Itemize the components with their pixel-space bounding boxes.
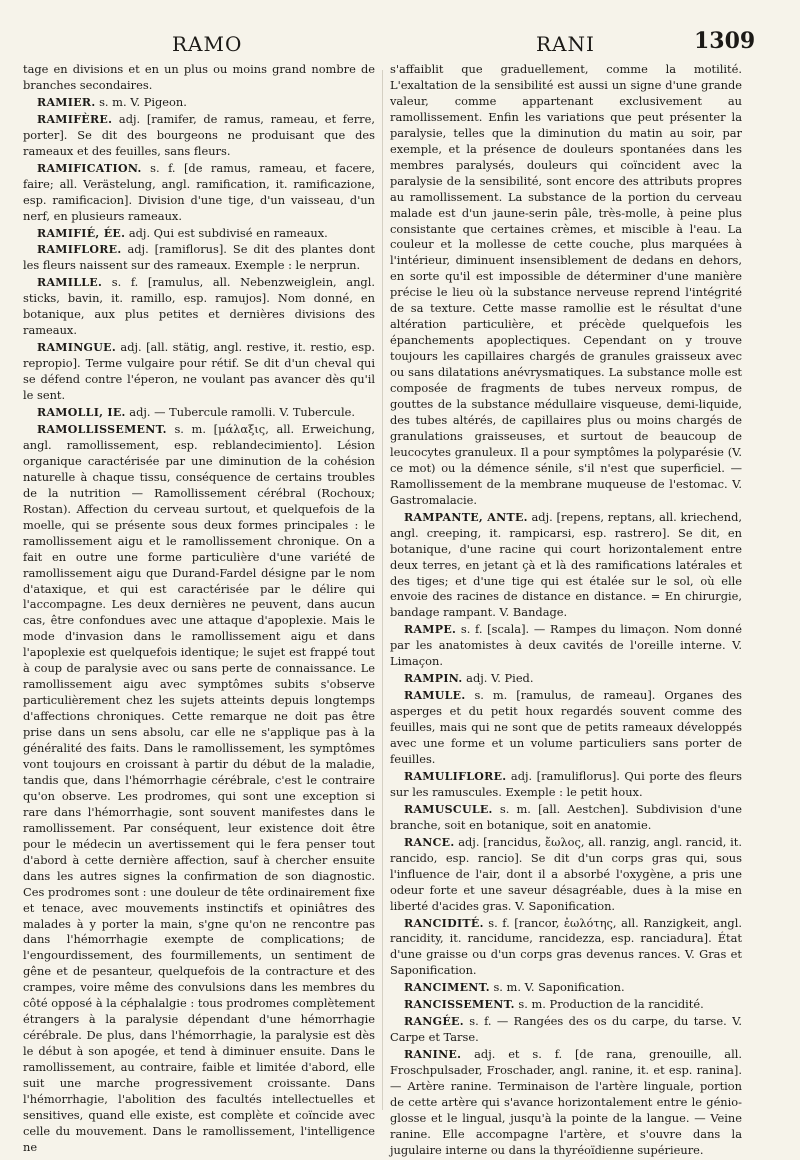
entry-definition: s. f. [de ramus, rameau, et facere, faire; all. Verästelung, angl. ramification, it. ramificazione, esp. ramificacion]. Division d'une tige, d'un vaisseau, d'un nerf, en plusieurs rameaux. xyxy=(23,160,375,223)
entry-definition: s'affaiblit que graduellement, comme la motilité. L'exaltation de la sensibilité est aussi un signe d'une grande valeur, comme appartenant exclusivement au ramollissement. Enfin les variations que peut présenter la paralysie, telles que la diminution du matin au soir, par exemple, et la présence de douleurs spontanées dans les membres paralysés, douleurs qui coïncident avec la paralysie de la sensibilité, sont encore des attributs propres au ramollissement. La substance de la portion du cerveau malade est d'un jaune-serin pâle, très-molle, à peine plus consistante que certaines crèmes, et miscible à l'eau. La couleur et la mollesse de cette couche, plus marquées à l'intérieur, diminuent insensiblement de dedans en dehors, en sorte qu'il est impossible de déterminer d'une manière précise le lieu où la substance nerveuse reprend l'intégrité de sa texture. Cette masse ramollie est le résultat d'une altération particulière, et précède quelquefois les épanchements apoplectiques. Cependant on y trouve toujours les capillaires chargés de granules graisseux avec ou sans dilatations anévrysmatiques. La substance molle est composée de fragments de tubes nerveux rompus, de gouttes de la substance médullaire visqueuse, demi-liquide, des tubes altérés, de capillaires plus ou moins chargés de granulations graisseuses, et surtout de beaucoup de leucocytes granuleux. Il a pour symptômes la polyparésie (V. ce mot) ou la démence sénile, s'il n'est que superficiel. — Ramollissement de la membrane muqueuse de l'estomac. V. Gastromalacie. xyxy=(390,62,742,507)
dictionary-entry xyxy=(390,1047,742,1159)
entry-headword: RAMPANTE, ANTE. xyxy=(404,510,528,524)
entry-definition: s. f. [rancor, ἐωλότης, all. Ranzigkeit, angl. rancidity, it. rancidume, rancidezza, esp. ranciadura]. État d'une graisse ou d'un corps gras devenus rances. V. Gras et Saponification. xyxy=(390,915,742,978)
dictionary-entry xyxy=(23,340,375,404)
entry-headword: RAMOLLISSEMENT. xyxy=(37,422,167,436)
right-column xyxy=(390,62,742,1160)
dictionary-entry xyxy=(390,997,742,1013)
entry-definition: tage en divisions et en un plus ou moins grand nombre de branches secondaires. xyxy=(23,62,375,92)
entry-definition: s. m. V. Saponification. xyxy=(489,980,625,995)
entry-headword: RAMPIN. xyxy=(404,672,463,686)
dictionary-entry xyxy=(23,422,375,1156)
entry-definition: s. f. [ramulus, all. Nebenzweiglein, angl. sticks, bavin, it. ramillo, esp. ramujos]. Nom donné, en botanique, aux plus petites et dernières divisions des rameaux. xyxy=(23,275,375,338)
entry-headword: RANINE. xyxy=(404,1048,462,1062)
entry-headword: RAMIER. xyxy=(37,95,96,109)
entry-definition: adj. V. Pied. xyxy=(462,671,534,686)
dictionary-entry xyxy=(23,62,375,94)
dictionary-entry xyxy=(390,1014,742,1046)
entry-headword: RAMIFÈRE. xyxy=(37,112,113,126)
column-divider xyxy=(382,70,383,1110)
dictionary-entry xyxy=(23,405,375,421)
entry-headword: RAMILLE. xyxy=(37,276,103,290)
dictionary-entry xyxy=(23,226,375,242)
dictionary-entry xyxy=(390,622,742,670)
entry-definition: adj. [repens, reptans, all. kriechend, angl. creeping, it. rampicarsi, esp. rastrero]. Se dit, en botanique, d'une racine qui court horizontalement entre deux terres, en jetant çà et là des ramifications latérales et des tiges; et d'une tige qui est étalée sur le sol, où elle envoie des racines de distance en distance. = En chirurgie, bandage rampant. V. Bandage. xyxy=(390,509,742,620)
dictionary-entry xyxy=(23,161,375,225)
dictionary-entry xyxy=(390,980,742,996)
dictionary-entry xyxy=(390,835,742,915)
entry-headword: RAMULIFLORE. xyxy=(404,769,507,783)
entry-headword: RANCE. xyxy=(404,835,455,849)
entry-headword: RAMUSCULE. xyxy=(404,802,493,816)
entry-headword: RAMIFICATION. xyxy=(37,161,142,175)
entry-headword: RANCISSEMENT. xyxy=(404,998,515,1012)
entry-headword: RAMIFLORE. xyxy=(37,243,122,257)
entry-headword: RAMIFIÉ, ÉE. xyxy=(37,226,126,240)
entry-definition: adj. [ramifer, de ramus, rameau, et ferre, porter]. Se dit des bourgeons ne produisant que des rameaux et des feuilles, sans fleurs. xyxy=(23,111,375,158)
dictionary-entry xyxy=(390,62,742,509)
entry-headword: RAMOLLI, IE. xyxy=(37,406,126,420)
dictionary-entry xyxy=(23,95,375,111)
dictionary-entry xyxy=(23,242,375,274)
entry-definition: adj. [rancidus, ἔωλος, all. ranzig, angl. rancid, it. rancido, esp. rancio]. Se dit d'un corps gras qui, sous l'influence de l'air, dont il a absorbé l'oxygène, a pris une odeur forte et une saveur désagréable, dues à la mise en liberté d'acides gras. V. Saponification. xyxy=(390,834,742,913)
entry-headword: RAMULE. xyxy=(404,689,466,703)
entry-definition: adj. — Tubercule ramolli. V. Tubercule. xyxy=(125,405,355,420)
entry-headword: RANGÉE. xyxy=(404,1015,464,1029)
entry-headword: RANCIDITÉ. xyxy=(404,916,484,930)
dictionary-entry xyxy=(390,688,742,768)
dictionary-entry xyxy=(390,802,742,834)
entry-headword: RANCIMENT. xyxy=(404,981,490,995)
dictionary-entry xyxy=(390,510,742,622)
entry-definition: adj. [ramiflorus]. Se dit des plantes dont les fleurs naissent sur des rameaux. Exemple : le nerprun. xyxy=(23,242,375,273)
entry-definition: adj. et s. f. [de rana, grenouille, all. Froschpulsader, Froschader, angl. ranine, it. et esp. ranina]. — Artère ranine. Terminaison de l'artère linguale, portion de cette artère qui s'avance horizontalement entre le génio-glosse et le lingual, jusqu'à la pointe de la langue. — Veine ranine. Elle accompagne l'artère, et s'ouvre dans la jugulaire interne ou dans la thyréoïdienne supérieure. xyxy=(390,1047,742,1157)
page-number: 1309 xyxy=(694,28,756,54)
dictionary-entry xyxy=(390,769,742,801)
entry-definition: adj. Qui est subdivisé en rameaux. xyxy=(125,225,328,240)
entry-headword: RAMINGUE. xyxy=(37,341,116,355)
dictionary-entry xyxy=(23,112,375,160)
entry-definition: s. m. Production de la rancidité. xyxy=(514,997,704,1012)
entry-definition: s. f. [scala]. — Rampes du limaçon. Nom donné par les anatomistes à deux cavités de l'oreille interne. V. Limaçon. xyxy=(390,622,742,669)
dictionary-entry xyxy=(390,916,742,980)
dictionary-entry xyxy=(23,275,375,339)
entry-headword: RAMPE. xyxy=(404,623,457,637)
entry-definition: s. m. V. Pigeon. xyxy=(95,94,187,109)
entry-definition: s. f. — Rangées des os du carpe, du tarse. V. Carpe et Tarse. xyxy=(390,1014,742,1045)
right-guide-word: RANI xyxy=(536,32,595,56)
entry-definition: adj. [ramuliflorus]. Qui porte des fleurs sur les ramuscules. Exemple : le petit houx. xyxy=(390,768,742,799)
running-head xyxy=(0,28,800,64)
dictionary-entry xyxy=(390,671,742,687)
entry-definition: s. m. [ramulus, de rameau]. Organes des asperges et du petit houx regardés souvent comme des feuilles, mais qui ne sont que de petits rameaux développés avec une forme et un volume particuliers sans porter de feuilles. xyxy=(390,688,742,766)
entry-definition: adj. [all. stätig, angl. restive, it. restio, esp. repropio]. Terme vulgaire pour rétif. Se dit d'un cheval qui se défend contre l'éperon, ne voulant pas avancer dès qu'il le sent. xyxy=(23,340,375,403)
left-column xyxy=(23,62,375,1157)
entry-definition: s. m. [all. Aestchen]. Subdivision d'une branche, soit en botanique, soit en anatomie. xyxy=(390,801,742,832)
entry-definition: s. m. [μάλαξις, all. Erweichung, angl. ramollissement, esp. reblandecimiento]. Lésion organique caractérisée par une diminution de la cohésion naturelle à chaque tissu, conséquence de certains troubles de la nutrition — Ramollissement cérébral (Rochoux; Rostan). Affection du cerveau surtout, et quelquefois de la moelle, qui se présente sous deux formes principales : le ramollissement aigu et le ramollissement chronique. On a fait en outre une forme particulière d'une variété de ramollissement aigu que Durand-Fardel désigne par le nom d'ataxique, et qui est caractérisée par le délire qui l'accompagne. Les deux dernières ne peuvent, dans aucun cas, être confondues avec une attaque d'apoplexie. Mais le mode d'invasion dans le ramollissement aigu et dans l'apoplexie est quelquefois identique; le sujet est frappé tout à coup de paralysie avec ou sans perte de connaissance. Le ramollissement aigu avec symptômes subits s'observe particulièrement chez les sujets atteints depuis longtemps d'affections chroniques. Cette remarque ne doit pas être prise dans un sens absolu, car elle ne s'applique pas à la généralité des faits. Dans le ramollissement, les symptômes vont toujours en croissant à partir du début de la maladie, tandis que, dans l'hémorrhagie cérébrale, c'est le contraire qu'on observe. Les prodromes, qui sont une exception si rare dans l'hémorrhagie, sont souvent manifestes dans le ramollissement. Par conséquent, leur existence doit être pour le médecin un avertissement qui le fera penser tout d'abord à cette dernière affection, sauf à chercher ensuite dans les autres signes la confirmation de son diagnostic. Ces prodromes sont : une douleur de tête ordinairement fixe et tenace, avec mouvements instinctifs et opiniâtres des malades à y porter la main, s'gne qu'on ne rencontre pas dans l'hémorrhagie exempte de complications; de l'engourdissement, des fourmillements, un sentiment de gêne et de pesanteur, quelquefois de la contracture et des crampes, voire même des convulsions dans les membres du côté opposé à la céphalalgie : tous prodromes complètement étrangers à la paralysie dépendant d'une hémorrhagie cérébrale. De plus, dans l'hémorrhagie, la paralysie est dès le début à son apogée, et tend à diminuer ensuite. Dans le ramollissement, au contraire, faible et limitée d'abord, elle suit une marche progressivement croissante. Dans l'hémorrhagie, l'abolition des facultés intellectuelles et sensitives, quand elle existe, est complète et coïncide avec celle du mouvement. Dans le ramollissement, l'intelligence ne xyxy=(23,421,375,1154)
left-guide-word: RAMO xyxy=(172,32,243,56)
